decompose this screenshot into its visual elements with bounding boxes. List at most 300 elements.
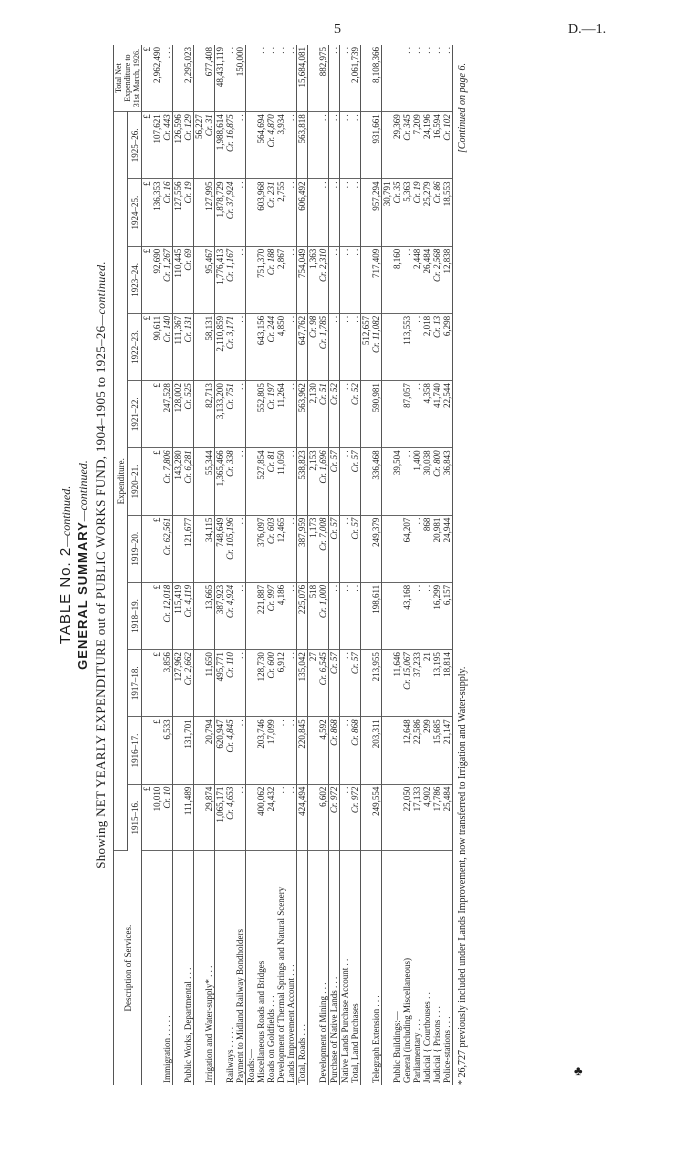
cell-value: Cr. 86 [432, 181, 442, 204]
value-cell [308, 246, 329, 313]
value-cell [194, 784, 215, 851]
value-cell [142, 112, 173, 179]
total-header: Total Net Expenditure to 31st March, 1926. [114, 45, 142, 112]
cell-value: 247,528 [162, 383, 172, 413]
cell-value: 18,814 [442, 652, 452, 677]
year-header: 1919–20. [128, 515, 142, 582]
cell-value: Cr. 62,561 [162, 517, 172, 556]
row-description [361, 851, 382, 1085]
cell-value: 12,465 [276, 517, 286, 543]
total-cell [194, 45, 215, 112]
cell-value: Cr. 2,310 [318, 248, 328, 282]
year-header: 1916–17. [128, 717, 142, 784]
description-header: Description of Services. [114, 851, 142, 1085]
cell-value: 249,554 [371, 786, 381, 816]
cell-value: 748,649 [215, 517, 225, 547]
cell-value: . . [235, 584, 245, 592]
value-cell [215, 717, 246, 784]
value-cell [194, 448, 215, 515]
cell-value: Cr. 81 [266, 450, 276, 473]
row-description [329, 851, 340, 1085]
cell-value: Cr. 57 [329, 450, 339, 473]
cell-value: . . [225, 47, 235, 54]
description-line: Police-stations . . . [442, 1016, 452, 1083]
description-line: Telegraph Extension . . . [371, 995, 381, 1083]
cell-value: 8,160 [392, 248, 402, 269]
year-header: 1922–23. [128, 313, 142, 380]
cell-value: . . [340, 517, 350, 525]
cell-value: £ [142, 47, 152, 52]
cell-value: . . [350, 584, 360, 592]
footnote: * 26,727 previously included under Lands Improvement, now transferred to Irrigation and Water-supply. [457, 666, 468, 1085]
cell-value: 754,049 [297, 248, 307, 278]
cell-value: 387,923 [215, 584, 225, 615]
cell-value: 131,701 [183, 719, 193, 749]
cell-value: . . [350, 248, 360, 256]
cell-value: 931,661 [371, 114, 381, 144]
cell-value: 115,419 [173, 584, 183, 614]
cell-value: 4,592 [318, 719, 328, 740]
cell-value: 677,408 [204, 47, 214, 77]
cell-value: . . [286, 47, 296, 54]
row-description [215, 851, 246, 1085]
cell-value: 64,207 [402, 517, 412, 543]
cell-value: 603,968 [256, 181, 266, 211]
cell-value: . . [340, 383, 350, 390]
value-cell [308, 515, 329, 582]
cell-value: . . [442, 47, 452, 54]
cell-value: 1,400 [412, 450, 422, 471]
cell-value: Cr. 57 [350, 652, 360, 675]
value-cell [297, 381, 308, 448]
table-row [382, 45, 453, 1085]
value-cell [340, 381, 361, 448]
cell-value: Cr. 140 [162, 315, 172, 343]
cell-value: 527,854 [256, 450, 266, 480]
cell-value: Cr. 105,196 [225, 517, 235, 560]
document-reference: D.—1. [568, 22, 607, 37]
value-cell [194, 313, 215, 380]
value-cell [329, 179, 340, 246]
cell-value: . . [412, 315, 422, 323]
total-cell [329, 45, 340, 112]
cell-value: 4,850 [276, 315, 286, 337]
cell-value: Cr. 102 [442, 114, 452, 141]
cell-value: Cr. 52 [329, 383, 339, 406]
cell-value: . . [432, 47, 442, 54]
value-cell [215, 179, 246, 246]
value-cell [308, 313, 329, 380]
description-line: Judicial { Courthouses . . [422, 992, 432, 1083]
row-description [308, 851, 329, 1085]
cell-value: 110,445 [173, 248, 183, 278]
value-cell [361, 717, 382, 784]
cell-value: 647,762 [297, 315, 307, 346]
summary-continued: —continued. [76, 460, 90, 522]
cell-value: 2,448 [412, 248, 422, 269]
description-line: Irrigation and Water-supply* . . . [204, 965, 214, 1083]
cell-value: 127,995 [204, 181, 214, 211]
value-cell [329, 246, 340, 313]
cell-value: 4,186 [276, 584, 286, 606]
cell-value: Cr. 4,653 [225, 786, 235, 820]
value-cell [297, 784, 308, 851]
cell-value: Cr. 1,785 [318, 315, 328, 350]
cell-value: 13,665 [204, 584, 214, 610]
value-cell [361, 179, 382, 246]
value-cell [382, 313, 453, 380]
cell-value: 17,133 [412, 786, 422, 812]
cell-value: . . [340, 450, 350, 458]
cell-value: 136,353 [152, 181, 162, 211]
value-cell [142, 179, 173, 246]
cell-value: 220,845 [297, 719, 307, 749]
value-cell [142, 246, 173, 313]
cell-value: 552,805 [256, 383, 266, 413]
cell-value: Cr. 11,082 [371, 315, 381, 354]
cell-value: . . [340, 652, 350, 659]
value-cell [382, 381, 453, 448]
cell-value: 1,776,413 [215, 248, 225, 285]
rotated-table-page [55, 45, 665, 1085]
cell-value: 127,556 [173, 181, 183, 211]
cell-value: Cr. 3,171 [225, 315, 235, 350]
value-cell [308, 650, 329, 717]
cell-value: 512,657 [361, 315, 371, 346]
value-cell [215, 313, 246, 380]
cell-value: Cr. 1,000 [318, 584, 328, 619]
description-line: Public Works, Departmental . . . [183, 967, 193, 1083]
value-cell [361, 650, 382, 717]
value-cell [246, 313, 297, 380]
value-cell [329, 717, 340, 784]
description-line: Judicial { Prisons . . . [432, 1006, 442, 1083]
description-line: Total, Land Purchases [350, 1003, 360, 1083]
cell-value: 717,409 [371, 248, 381, 278]
cell-value: Cr. 600 [266, 652, 276, 679]
cell-value: Cr. 6,281 [183, 450, 193, 484]
description-line: Payment to Midland Railway Bondholders [235, 929, 245, 1083]
value-cell [246, 784, 297, 851]
value-cell [329, 784, 340, 851]
description-line: Immigration . . . . . [162, 1015, 172, 1083]
value-cell [340, 650, 361, 717]
cell-value: 2,061,739 [350, 47, 360, 83]
cell-value: 4,902 [422, 786, 432, 807]
value-cell [297, 650, 308, 717]
cell-value: 24,432 [266, 786, 276, 812]
cell-value: 336,468 [371, 450, 381, 480]
cell-value: 16,299 [432, 584, 442, 610]
cell-value: 2,130 [308, 383, 318, 404]
cell-value: Cr. 19 [183, 181, 193, 204]
cell-value: 1,878,729 [215, 181, 225, 218]
cell-value: . . [340, 47, 350, 54]
cell-value: 48,431,119 [215, 47, 225, 88]
table-number: TABLE No. 2 [57, 546, 74, 645]
cell-value: 126,596 [173, 114, 183, 144]
value-cell [215, 246, 246, 313]
cell-value: . . [402, 450, 412, 458]
total-cell [382, 45, 453, 112]
cell-value: . . [266, 47, 276, 54]
value-cell [173, 381, 194, 448]
cell-value: 2,867 [276, 248, 286, 269]
table-row [142, 45, 173, 1085]
cell-value: 128,002 [173, 383, 183, 413]
description-line: General (including Miscellaneous) [402, 958, 412, 1083]
value-cell [173, 246, 194, 313]
value-cell [329, 112, 340, 179]
cell-value: 12,838 [442, 248, 452, 274]
value-cell [308, 179, 329, 246]
value-cell [297, 313, 308, 380]
value-cell [340, 515, 361, 582]
cell-value: . . [329, 248, 339, 256]
cell-value: Cr. 868 [350, 719, 360, 746]
year-header: 1917–18. [128, 650, 142, 717]
cell-value: Cr. 13 [432, 315, 442, 338]
cell-value: 56,227 [194, 114, 204, 139]
table-row [329, 45, 340, 1085]
cell-value: 37,233 [412, 652, 422, 677]
value-cell [173, 448, 194, 515]
cell-value: Cr. 57 [329, 517, 339, 540]
cell-value: 957,294 [371, 181, 381, 211]
value-cell [329, 650, 340, 717]
value-cell [308, 448, 329, 515]
total-cell [340, 45, 361, 112]
cell-value: £ [152, 517, 162, 523]
row-description [340, 851, 361, 1085]
row-description [194, 851, 215, 1085]
cell-value: Cr. 4,845 [225, 719, 235, 753]
cell-value: Cr. 16 [162, 181, 172, 204]
cell-value: 5,363 [402, 181, 412, 202]
value-cell [382, 112, 453, 179]
cell-value: 225,076 [297, 584, 307, 615]
cell-value: 30,038 [422, 450, 432, 476]
cell-value: Cr. 12,018 [162, 584, 172, 623]
cell-value: 8,108,366 [371, 47, 381, 83]
value-cell [308, 381, 329, 448]
cell-value: . . [235, 652, 245, 659]
expenditure-table [113, 45, 453, 1085]
cell-value: 87,057 [402, 383, 412, 408]
cell-value: 11,646 [392, 652, 402, 677]
cell-value: . . [412, 517, 422, 525]
total-cell [215, 45, 246, 112]
value-cell [173, 717, 194, 784]
value-cell [215, 381, 246, 448]
value-cell [246, 381, 297, 448]
cell-value: . . [329, 114, 339, 121]
table-row [246, 45, 297, 1085]
cell-value: Cr. 16,875 [225, 114, 235, 152]
value-cell [173, 179, 194, 246]
cell-value: . . [286, 719, 296, 727]
cell-value: 20,981 [432, 517, 442, 543]
cell-value: 6,298 [442, 315, 452, 337]
cell-value: Cr. 52 [350, 383, 360, 406]
cell-value: 11,264 [276, 383, 286, 408]
value-cell [246, 448, 297, 515]
value-cell [340, 582, 361, 649]
cell-value: . . [235, 315, 245, 323]
cell-value: . . [350, 315, 360, 323]
description-line: Native Lands Purchase Account . . [340, 958, 350, 1083]
cell-value: 121,677 [183, 517, 193, 547]
cell-value: 150,000 [235, 47, 245, 77]
cell-value: Cr. 868 [329, 719, 339, 746]
value-cell [297, 582, 308, 649]
cell-value: Cr. 98 [308, 315, 318, 338]
table-row [194, 45, 215, 1085]
cell-value: £ [142, 114, 152, 119]
value-cell [340, 313, 361, 380]
description-line: Lands Improvement Account . . . [286, 964, 296, 1083]
row-description [246, 851, 297, 1085]
table-row [308, 45, 329, 1085]
value-cell [142, 784, 173, 851]
value-cell [297, 179, 308, 246]
cell-value: Cr. 1,267 [162, 248, 172, 282]
value-cell [173, 112, 194, 179]
cell-value: . . [402, 47, 412, 54]
cell-value: 13,195 [432, 652, 442, 677]
cell-value: 24,944 [442, 517, 452, 543]
cell-value: 3,133,200 [215, 383, 225, 420]
cell-value: 127,962 [173, 652, 183, 682]
value-cell [361, 313, 382, 380]
subtitle-continued: —continued. [94, 261, 108, 326]
cell-value: 6,533 [162, 719, 172, 740]
value-cell [142, 582, 173, 649]
value-cell [194, 381, 215, 448]
cell-value: 30,791 [382, 181, 392, 207]
cell-value: 111,489 [183, 786, 193, 816]
value-cell [297, 717, 308, 784]
value-cell [340, 112, 361, 179]
cell-value: 18,553 [442, 181, 452, 207]
value-cell [173, 515, 194, 582]
cell-value: . . [340, 786, 350, 794]
total-cell [142, 45, 173, 112]
cell-value: . . [402, 248, 412, 256]
value-cell [340, 246, 361, 313]
cell-value: Cr. 997 [266, 584, 276, 612]
cell-value: 1,365,466 [215, 450, 225, 487]
cell-value: 2,295,023 [183, 47, 193, 83]
cell-value: 6,602 [318, 786, 328, 807]
cell-value: 424,494 [297, 786, 307, 816]
cell-value: Cr. 800 [432, 450, 442, 477]
cell-value: . . [235, 383, 245, 390]
cell-value: Cr. 525 [183, 383, 193, 410]
value-cell [194, 246, 215, 313]
description-line: Purchase of Native Lands . . . [329, 976, 339, 1083]
cell-value: Cr. 7,806 [162, 450, 172, 484]
value-cell [340, 717, 361, 784]
cell-value: 1,173 [308, 517, 318, 538]
cell-value: 2,755 [276, 181, 286, 202]
cell-value: . . [286, 786, 296, 794]
cell-value: Cr. 972 [329, 786, 339, 814]
value-cell [246, 650, 297, 717]
description-line: Roads on Goldfields . . . [266, 995, 276, 1083]
value-cell [382, 515, 453, 582]
cell-value: 518 [308, 584, 318, 599]
cell-value: . . [412, 383, 422, 390]
cell-value: Cr. 7,008 [318, 517, 328, 551]
value-cell [340, 784, 361, 851]
cell-value: 203,746 [256, 719, 266, 749]
cell-value: 299 [422, 719, 432, 733]
cell-value: . . [235, 786, 245, 794]
cell-value: 11,050 [276, 450, 286, 475]
cell-value: . . [340, 114, 350, 121]
cell-value: £ [152, 450, 162, 455]
description-line: Development of Thermal Springs and Natural Scenery [276, 886, 286, 1083]
value-cell [215, 650, 246, 717]
table-row [361, 45, 382, 1085]
value-cell [297, 246, 308, 313]
cell-value: 387,959 [297, 517, 307, 547]
cell-value: Cr. 4,119 [183, 584, 193, 618]
cell-value: 3,934 [276, 114, 286, 135]
value-cell [215, 112, 246, 179]
cell-value: 10,010 [152, 786, 162, 812]
description-line: Total, Roads . . . [297, 1024, 307, 1083]
cell-value: 1,363 [308, 248, 318, 269]
cell-value: 213,955 [371, 652, 381, 682]
cell-value: Cr. 15,067 [402, 652, 412, 690]
total-cell [308, 45, 329, 112]
value-cell [329, 313, 340, 380]
value-cell [142, 717, 173, 784]
value-cell [361, 515, 382, 582]
value-cell [194, 112, 215, 179]
description-line: Public Buildings:— [392, 1011, 402, 1083]
cell-value: Cr. 51 [318, 383, 328, 406]
value-cell [194, 582, 215, 649]
cell-value: . . [286, 248, 296, 256]
cell-value: 36,843 [442, 450, 452, 476]
table-row [173, 45, 194, 1085]
value-cell [308, 112, 329, 179]
value-cell [308, 717, 329, 784]
cell-value: 25,484 [442, 786, 452, 812]
cell-value: 95,467 [204, 248, 214, 274]
cell-value: . . [276, 719, 286, 727]
cell-value: Cr. 19 [412, 181, 422, 204]
cell-value: 606,492 [297, 181, 307, 211]
description-line: Railways . . . . . [225, 1027, 235, 1083]
year-header: 1918–19. [128, 582, 142, 649]
printer-mark: ♣ [574, 1063, 583, 1078]
cell-value: Cr. 31 [204, 114, 214, 137]
value-cell [361, 784, 382, 851]
table-row [340, 45, 361, 1085]
cell-value: 221,887 [256, 584, 266, 615]
total-cell [246, 45, 297, 112]
value-cell [246, 179, 297, 246]
value-cell [297, 515, 308, 582]
cell-value: . . [286, 315, 296, 323]
cell-value: Cr. 4,870 [266, 114, 276, 148]
cell-value: 22,544 [442, 383, 452, 408]
cell-value: . . [235, 181, 245, 189]
